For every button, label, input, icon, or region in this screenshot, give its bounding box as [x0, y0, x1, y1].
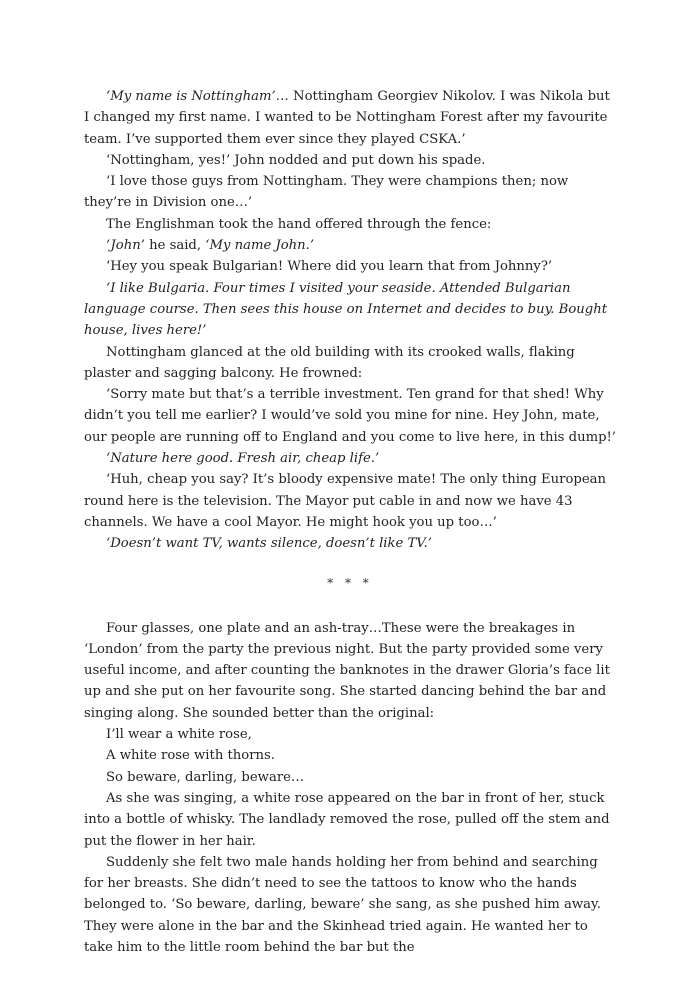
- paragraph: [84, 278, 616, 342]
- paragraph: [84, 384, 616, 448]
- text-run: The Englishman took the hand offered through the fence:: [106, 216, 492, 232]
- paragraph: [84, 767, 616, 788]
- text-run: As she was singing, a white rose appeared on the bar in front of her, stuck into a bottle of whisky. The landlady removed the rose, pulled off the stem and put the flower in her hair.: [84, 790, 610, 849]
- paragraph: [84, 150, 616, 171]
- italic-text: ‘My name John.’: [205, 238, 315, 254]
- italic-text: ‘Doesn’t want TV, wants silence, doesn’t like TV.’: [106, 536, 432, 552]
- paragraph: [84, 214, 616, 235]
- paragraph: [84, 86, 616, 150]
- text-run: ‘Hey you speak Bulgarian! Where did you learn that from Johnny?’: [106, 259, 553, 275]
- text-run: … Nottingham Georgiev Nikolov. I was Nikola but I changed my first name. I wanted to be Nottingham Forest after my favourite team. I’ve supported them ever since they played CSKA.’: [84, 89, 610, 147]
- text-run: ‘Sorry mate but that’s a terrible investment. Ten grand for that shed! Why didn’t you tell me earlier? I would’ve sold you mine for nine. Hey John, mate, our people are running off to England and you come to live here, in this dump!’: [84, 387, 617, 445]
- italic-text: ‘I like Bulgaria. Four times I visited your seaside. Attended Bulgarian language course. Then sees this house on Internet and decides to buy. Bought house, lives here!’: [84, 280, 608, 339]
- paragraph: [84, 256, 616, 277]
- text-run: Suddenly she felt two male hands holding her from behind and searching for her breasts. She didn’t need to see the tattoos to know who the hands belonged to. ‘So beware, darling, beware’ she sang, as she pushed him away. They were alone in the bar and the Skinhead tried again. He wanted her to take him to the little room behind the bar but the: [84, 854, 601, 955]
- text-run: ‘Huh, cheap you say? It’s bloody expensive mate! The only thing European round here is the television. The Mayor put cable in and now we have 43 channels. We have a cool Mayor. He might hook you up too…’: [84, 472, 606, 530]
- text-run: ‘I love those guys from Nottingham. They were champions then; now they’re in Division one…’: [84, 174, 569, 211]
- paragraph: [84, 342, 616, 385]
- paragraph: [84, 469, 616, 533]
- scene-separator: * * *: [327, 575, 373, 590]
- text-run: he said,: [144, 238, 206, 254]
- paragraph: [84, 724, 616, 745]
- text-run: A white rose with thorns.: [106, 748, 275, 764]
- italic-text: ‘Nature here good. Fresh air, cheap life.’: [106, 451, 380, 467]
- paragraph: [84, 533, 616, 554]
- text-run: Nottingham glanced at the old building with its crooked walls, flaking plaster and sagging balcony. He frowned:: [84, 344, 575, 381]
- text-run: ‘Nottingham, yes!’ John nodded and put down his spade.: [106, 152, 486, 168]
- section-two: [84, 618, 616, 959]
- text-run: Four glasses, one plate and an ash-tray…These were the breakages in ‘London’ from the party the previous night. But the party provided some very useful income, and after counting the banknotes in the drawer Gloria’s face lit up and she put on her favourite song. She started dancing behind the bar and singing along. She sounded better than the original:: [84, 620, 610, 721]
- italic-text: ‘My name is Nottingham’: [106, 89, 276, 104]
- paragraph: [84, 618, 616, 724]
- paragraph: [84, 852, 616, 958]
- italic-text: ‘John’: [106, 238, 145, 254]
- paragraph: [84, 448, 616, 469]
- paragraph: [84, 235, 616, 256]
- paragraph: [84, 171, 616, 214]
- paragraph: [84, 745, 616, 766]
- text-run: I’ll wear a white rose,: [106, 727, 252, 743]
- paragraph: [84, 788, 616, 852]
- section-one: [84, 86, 616, 555]
- text-run: So beware, darling, beware…: [106, 769, 305, 785]
